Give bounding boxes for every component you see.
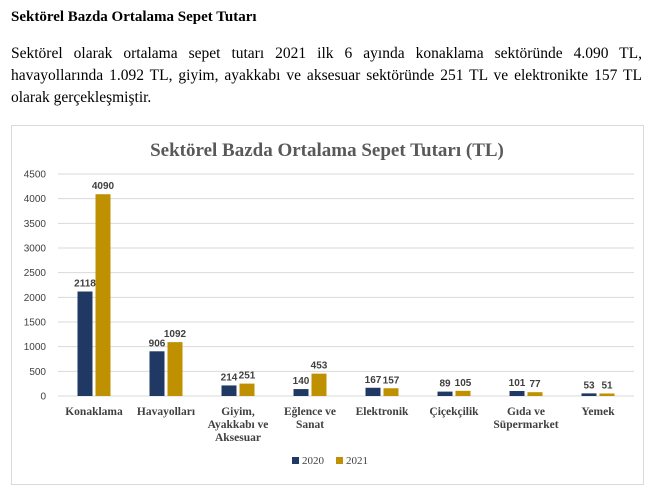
x-category-label: Yemek bbox=[581, 406, 615, 418]
data-label: 251 bbox=[238, 370, 256, 382]
chart-container bbox=[11, 125, 644, 485]
bar-2021 bbox=[456, 391, 471, 396]
data-label: 167 bbox=[364, 374, 382, 386]
y-tick-label: 2500 bbox=[23, 268, 46, 280]
data-label: 51 bbox=[601, 380, 613, 392]
legend-label: 2021 bbox=[346, 455, 368, 467]
x-category-label: Elektronik bbox=[355, 406, 409, 418]
bar-2021 bbox=[96, 194, 111, 396]
data-label: 906 bbox=[148, 338, 166, 350]
bar-2021 bbox=[600, 393, 615, 396]
bar-2020 bbox=[366, 388, 381, 396]
x-category-label: Eğlence ve bbox=[283, 406, 337, 418]
legend-label: 2020 bbox=[302, 455, 324, 467]
x-category-label: Konaklama bbox=[65, 406, 123, 418]
x-category-label: Havayolları bbox=[136, 406, 196, 418]
bar-2021 bbox=[168, 342, 183, 396]
legend-swatch-2020 bbox=[292, 457, 299, 464]
bar-2021 bbox=[240, 384, 255, 396]
y-tick-label: 500 bbox=[29, 366, 46, 378]
data-label: 105 bbox=[454, 377, 472, 389]
y-tick-label: 4500 bbox=[23, 169, 46, 181]
x-category-label: Süpermarket bbox=[493, 419, 559, 431]
bar-2020 bbox=[438, 392, 453, 396]
data-label: 4090 bbox=[91, 181, 115, 193]
data-label: 53 bbox=[583, 380, 595, 392]
x-category-label: Çiçekçilik bbox=[429, 406, 479, 418]
bar-2020 bbox=[510, 391, 525, 396]
x-category-label: Sanat bbox=[295, 419, 325, 431]
data-label: 77 bbox=[529, 379, 541, 391]
x-category-label: Ayakkabı ve bbox=[207, 419, 269, 431]
data-label: 101 bbox=[508, 378, 526, 390]
y-tick-label: 0 bbox=[40, 391, 46, 403]
bar-2021 bbox=[312, 374, 327, 396]
bar-2021 bbox=[384, 388, 399, 396]
data-label: 453 bbox=[310, 360, 328, 372]
x-category-label: Giyim, bbox=[221, 406, 255, 418]
x-category-label: Aksesuar bbox=[214, 432, 262, 444]
bar-2020 bbox=[150, 351, 165, 396]
y-tick-label: 2000 bbox=[23, 292, 46, 304]
data-label: 89 bbox=[439, 378, 451, 390]
y-tick-label: 4000 bbox=[23, 194, 46, 206]
data-label: 1092 bbox=[163, 329, 187, 341]
y-tick-label: 1500 bbox=[23, 317, 46, 329]
bar-2020 bbox=[78, 292, 93, 396]
data-label: 214 bbox=[220, 372, 238, 384]
y-tick-label: 1000 bbox=[23, 342, 46, 354]
bar-2020 bbox=[222, 385, 237, 396]
bar-2021 bbox=[528, 392, 543, 396]
section-heading: Sektörel Bazda Ortalama Sepet Tutarı bbox=[11, 9, 257, 25]
data-label: 140 bbox=[292, 376, 310, 388]
x-category-label: Gıda ve bbox=[506, 406, 546, 418]
body-paragraph: Sektörel olarak ortalama sepet tutarı 2021 ilk 6 ayında konaklama sektöründe 4.090 TL, havayollarında 1.092 TL, giyim, ayakkabı ve aksesuar sektöründe 251 TL ve elektronikte 157 TL olarak gerçekleşmiştir. bbox=[11, 45, 642, 106]
y-tick-label: 3500 bbox=[23, 218, 46, 230]
chart-title: Sektörel Bazda Ortalama Sepet Tutarı (TL) bbox=[150, 140, 504, 161]
y-tick-label: 3000 bbox=[23, 243, 46, 255]
bar-2020 bbox=[294, 389, 309, 396]
data-label: 2118 bbox=[74, 278, 96, 290]
data-label: 157 bbox=[382, 375, 400, 387]
bar-2020 bbox=[582, 393, 597, 396]
bar-chart bbox=[12, 126, 643, 484]
legend-swatch-2021 bbox=[336, 457, 343, 464]
